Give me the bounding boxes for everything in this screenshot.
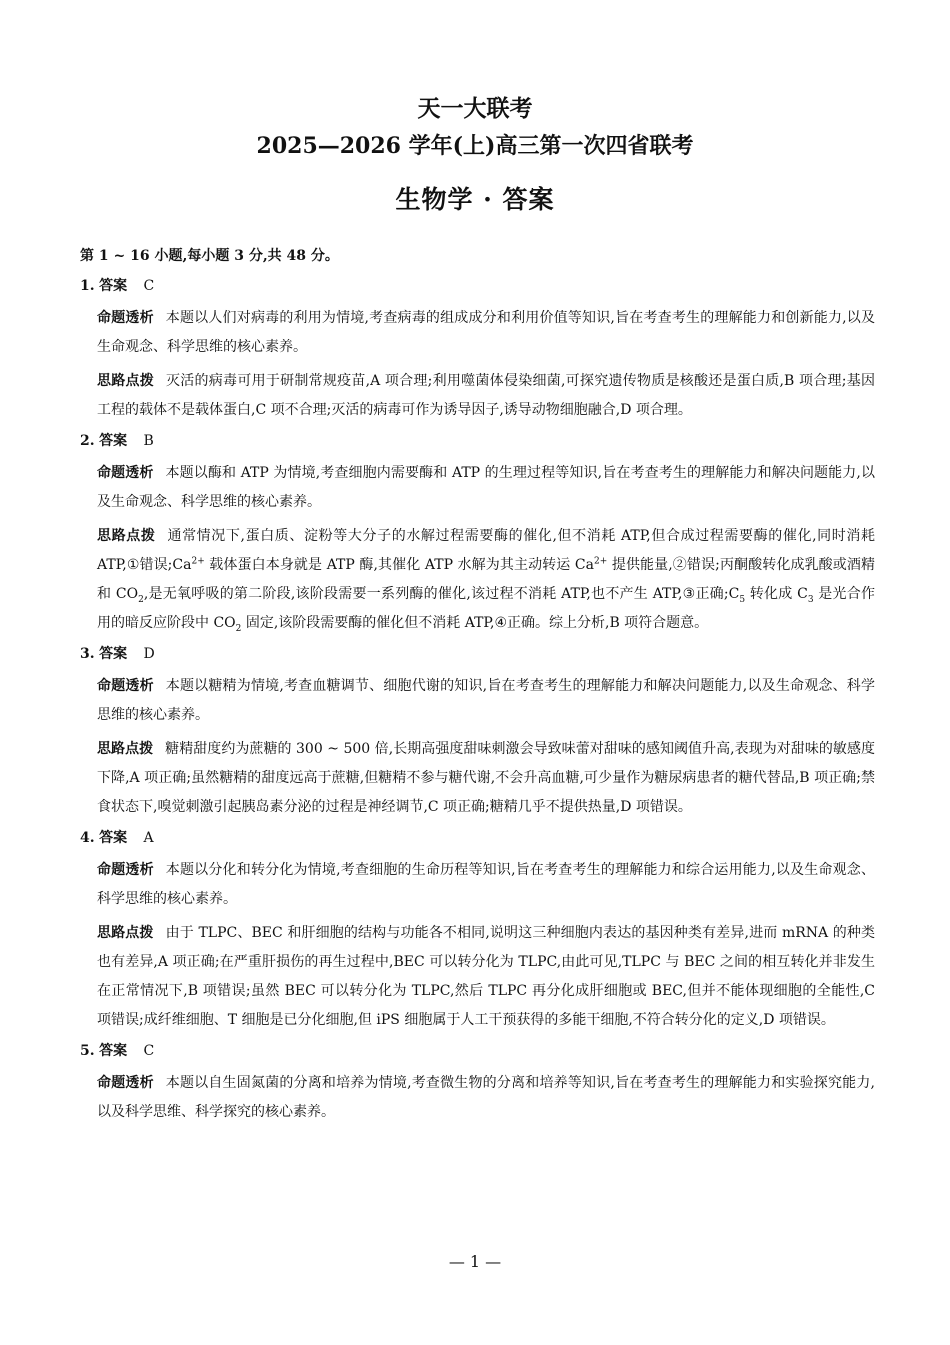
answer-value: D bbox=[143, 646, 155, 662]
question-number: 1. bbox=[80, 278, 95, 294]
answer-label: 答案 bbox=[99, 646, 128, 662]
analysis-text: 本题以自生固氮菌的分离和培养为情境,考查微生物的分离和培养等知识,旨在考查考生的理解能力和实验探究能力,以及科学思维、科学探究的核心素养。 bbox=[97, 1075, 875, 1120]
exam-session-title: 2025—2026 学年(上)高三第一次四省联考 bbox=[256, 133, 694, 159]
question-number: 5. bbox=[80, 1043, 95, 1059]
question-2 bbox=[80, 430, 875, 638]
analysis-block bbox=[97, 304, 875, 362]
hint-block bbox=[97, 367, 875, 425]
answer-label: 答案 bbox=[99, 830, 128, 846]
answer-label: 答案 bbox=[99, 1043, 128, 1059]
question-number: 3. bbox=[80, 646, 95, 662]
hint-text-part: 载体蛋白本身就是 ATP 酶,其催化 ATP 水解为其主动转运 Ca bbox=[204, 557, 594, 573]
analysis-label: 命题透析 bbox=[97, 678, 154, 694]
answer-value: A bbox=[143, 830, 154, 846]
analysis-text: 本题以糖精为情境,考查血糖调节、细胞代谢的知识,旨在考查考生的理解能力和解决问题能力,以及生命观念、科学思维的核心素养。 bbox=[97, 678, 875, 723]
hint-label: 思路点拨 bbox=[97, 373, 155, 389]
answer-label: 答案 bbox=[99, 433, 128, 449]
analysis-block bbox=[97, 1069, 875, 1127]
hint-block bbox=[97, 919, 875, 1035]
hint-text-part: 转化成 C bbox=[745, 586, 808, 602]
hint-label: 思路点拨 bbox=[97, 528, 156, 544]
subscript: 2 bbox=[235, 623, 242, 634]
answer-line bbox=[80, 430, 875, 452]
hint-text-part: ,是无氧呼吸的第二阶段,该阶段需要一系列酶的催化,该过程不消耗 ATP,也不产生 ATP,③正确;C bbox=[143, 586, 740, 602]
question-1 bbox=[80, 275, 875, 425]
answer-line bbox=[80, 1040, 875, 1062]
answer-value: B bbox=[143, 433, 154, 449]
answer-line bbox=[80, 275, 875, 297]
question-4 bbox=[80, 827, 875, 1035]
subscript: 2 bbox=[138, 594, 144, 605]
subscript: 3 bbox=[807, 594, 814, 605]
ion-charge: 2+ bbox=[191, 556, 205, 567]
hint-text: 灭活的病毒可用于研制常规疫苗,A 项合理;利用噬菌体侵染细菌,可探究遗传物质是核酸还是蛋白质,B 项合理;基因工程的载体不是载体蛋白,C 项不合理;灭活的病毒可作为诱导因子,诱导动物细胞融合,D 项合理。 bbox=[97, 373, 875, 418]
answer-value: C bbox=[143, 1043, 155, 1059]
page-number: — 1 — bbox=[448, 1252, 502, 1271]
analysis-label: 命题透析 bbox=[97, 310, 154, 326]
section-intro: 第 1 ~ 16 小题,每小题 3 分,共 48 分。 bbox=[80, 248, 339, 264]
answer-list bbox=[80, 275, 875, 1132]
question-3 bbox=[80, 643, 875, 822]
hint-text-part: 通常情况下,蛋白质、淀粉等大分子的水解过程需要酶的催化,但不消耗 ATP,但合成过程需要酶的催化,同时消耗 ATP,①错误;Ca bbox=[97, 528, 875, 573]
hint-label: 思路点拨 bbox=[97, 741, 154, 757]
analysis-label: 命题透析 bbox=[97, 465, 154, 481]
hint-block bbox=[97, 522, 875, 638]
analysis-text: 本题以人们对病毒的利用为情境,考查病毒的组成成分和利用价值等知识,旨在考查考生的理解能力和创新能力,以及生命观念、科学思维的核心素养。 bbox=[97, 310, 875, 355]
analysis-block bbox=[97, 459, 875, 517]
ion-charge: 2+ bbox=[594, 556, 608, 567]
question-number: 4. bbox=[80, 830, 95, 846]
exam-organizer-title: 天一大联考 bbox=[417, 95, 533, 122]
analysis-text: 本题以酶和 ATP 为情境,考查细胞内需要酶和 ATP 的生理过程等知识,旨在考查考生的理解能力和解决问题能力,以及生命观念、科学思维的核心素养。 bbox=[97, 465, 876, 510]
answer-line bbox=[80, 827, 875, 849]
analysis-block bbox=[97, 672, 875, 730]
analysis-block bbox=[97, 856, 875, 914]
analysis-label: 命题透析 bbox=[97, 862, 154, 878]
hint-block bbox=[97, 735, 875, 822]
analysis-label: 命题透析 bbox=[97, 1075, 154, 1091]
question-5 bbox=[80, 1040, 875, 1127]
question-number: 2. bbox=[80, 433, 95, 449]
hint-text: 糖精甜度约为蔗糖的 300 ~ 500 倍,长期高强度甜味刺激会导致味蕾对甜味的感知阈值升高,表现为对甜味的敏感度下降,A 项正确;虽然糖精的甜度远高于蔗糖,但糖精不参与糖代谢,不会升高血糖,可少量作为糖尿病患者的糖代替品,B 项正确;禁食状态下,嗅觉刺激引起胰岛素分泌的过程是神经调节,C 项正确;糖精几乎不提供热量,D 项错误。 bbox=[97, 741, 876, 815]
answer-label: 答案 bbox=[99, 278, 128, 294]
answer-line bbox=[80, 643, 875, 665]
hint-text-part: 是光合作用的暗反应阶段中 CO bbox=[97, 586, 875, 631]
hint-text-part: 提供能量,②错误;丙酮酸转化成乳酸或酒精和 CO bbox=[97, 557, 875, 602]
answer-value: C bbox=[143, 278, 155, 294]
hint-label: 思路点拨 bbox=[97, 925, 154, 941]
hint-text-part: 固定,该阶段需要酶的催化但不消耗 ATP,④正确。综上分析,B 项符合题意。 bbox=[241, 615, 709, 631]
subject-title: 生物学 · 答案 bbox=[395, 185, 555, 214]
analysis-text: 本题以分化和转分化为情境,考查细胞的生命历程等知识,旨在考查考生的理解能力和综合运用能力,以及生命观念、科学思维的核心素养。 bbox=[97, 862, 875, 907]
subscript: 5 bbox=[739, 594, 746, 605]
hint-text: 由于 TLPC、BEC 和肝细胞的结构与功能各不相同,说明这三种细胞内表达的基因种类有差异,进而 mRNA 的种类也有差异,A 项正确;在严重肝损伤的再生过程中,BEC 可以转分化为 TLPC,由此可见,TLPC 与 BEC 之间的相互转化并非发生在正常情况下,B 项错误;虽然 BEC 可以转分化为 TLPC,然后 TLPC 再分化成肝细胞或 BEC,但并不能体现细胞的全能性,C 项错误;成纤维细胞、T 细胞是已分化细胞,但 iPS 细胞属于人工干预获得的多能干细胞,不符合转分化的定义,D 项错误。 bbox=[97, 925, 875, 1028]
